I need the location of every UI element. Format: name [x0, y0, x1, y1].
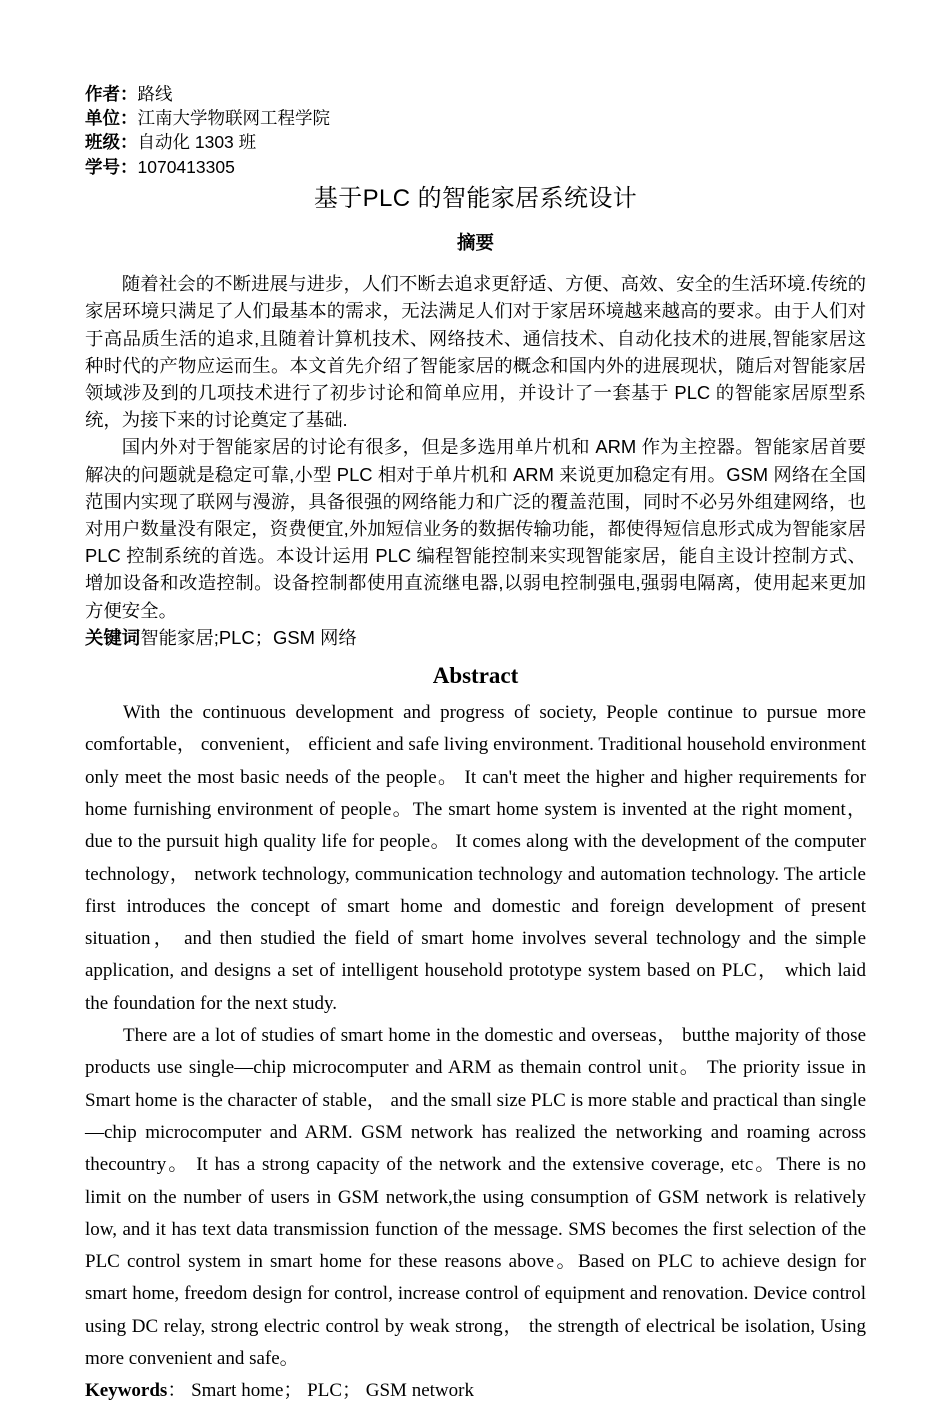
header-meta-block	[85, 82, 866, 179]
chinese-abstract-paragraph-1: 随着社会的不断进展与进步，人们不断去追求更舒适、方便、高效、安全的生活环境.传统的家居环境只满足了人们最基本的需求，无法满足人们对于家居环境越来越高的要求。由于人们对于高品质生活的追求,且随着计算机技术、网络技术、通信技术、自动化技术的进展,智能家居这种时代的产物应运而生。本文首先介绍了智能家居的概念和国内外的进展现状，随后对智能家居领域涉及到的几项技术进行了初步讨论和简单应用，并设计了一套基于 PLC 的智能家居原型系统，为接下来的讨论奠定了基础.	[85, 273, 866, 431]
english-abstract-paragraph-2: There are a lot of studies of smart home in the domestic and overseas， butthe majority of those products use single—chip microcomputer and ARM as themain control unit。 The priority issue in Smart home is the character of stable， and the small size PLC is more stable and practical than single—chip microcomputer and ARM. GSM network has realized the networking and roaming across thecountry。 It has a strong capacity of the network and the extensive coverage, etc。There is no limit on the number of users in GSM network,the using consumption of GSM network is relatively low, and it has text data transmission function of the message. SMS becomes the first selection of the PLC control system in smart home for these reasons above。Based on PLC to achieve design for smart home, freedom design for control, increase control of equipment and renovation. Device control using DC relay, strong electric control by weak strong， the strength of electrical be isolation, Using more convenient and safe。	[85, 1025, 866, 1370]
meta-value-class: 自动化 1303 班	[137, 132, 257, 153]
english-abstract-paragraph-1: With the continuous development and progress of society, People continue to pursue more comfortable， convenient， efficient and safe living environment. Traditional household environment only meet the most basic needs of the people。 It can't meet the higher and higher requirements for home furnishing environment of people。The smart home system is invented at the right moment， due to the pursuit high quality life for people。 It comes along with the development of the computer technology， network technology, communication technology and automation technology. The article first introduces the concept of smart home and domestic and foreign development of present situation， and then studied the field of smart home involves several technology and the simple application, and designs a set of intelligent household prototype system based on PLC， which laid the foundation for the next study.	[85, 702, 866, 1014]
chinese-keywords-line	[85, 624, 866, 651]
meta-value-unit: 江南大学物联网工程学院	[137, 108, 330, 129]
meta-label-unit: 单位：	[85, 108, 138, 129]
chinese-abstract-paragraph-2: 国内外对于智能家居的讨论有很多，但是多选用单片机和 ARM 作为主控器。智能家居首要解决的问题就是稳定可靠,小型 PLC 相对于单片机和 ARM 来说更加稳定有用。GSM 网络在全国范围内实现了联网与漫游，具备很强的网络能力和广泛的覆盖范围，同时不必另外组建网络，也对用户数量没有限定，资费便宜,外加短信业务的数据传输功能，都使得短信息形式成为智能家居 PLC 控制系统的首选。本设计运用 PLC 编程智能控制来实现智能家居，能自主设计控制方式、增加设备和改造控制。设备控制都使用直流继电器,以弱电控制强电,强弱电隔离，使用起来更加方便安全。	[85, 436, 866, 621]
meta-row-student-id	[85, 155, 866, 179]
chinese-keywords-label: 关键词	[85, 626, 141, 648]
chinese-keywords-value: 智能家居;PLC；GSM 网络	[140, 626, 357, 648]
meta-row-author	[85, 82, 866, 106]
english-abstract-heading: Abstract	[432, 663, 519, 689]
english-keywords-label: Keywords	[85, 1380, 168, 1402]
meta-value-student-id: 1070413305	[137, 156, 235, 177]
meta-row-unit	[85, 106, 866, 130]
meta-row-class	[85, 130, 866, 154]
chinese-abstract-heading: 摘要	[456, 231, 494, 253]
meta-label-author: 作者：	[85, 84, 138, 104]
english-keywords-line	[85, 1375, 866, 1407]
page-title: 基于PLC 的智能家居系统设计	[313, 184, 638, 212]
document-page	[85, 82, 866, 1408]
english-keywords-value: ： Smart home； PLC； GSM network	[167, 1380, 474, 1402]
meta-label-class: 班级：	[85, 132, 138, 153]
meta-value-author: 路线	[137, 84, 173, 104]
meta-label-student-id: 学号：	[85, 156, 138, 177]
